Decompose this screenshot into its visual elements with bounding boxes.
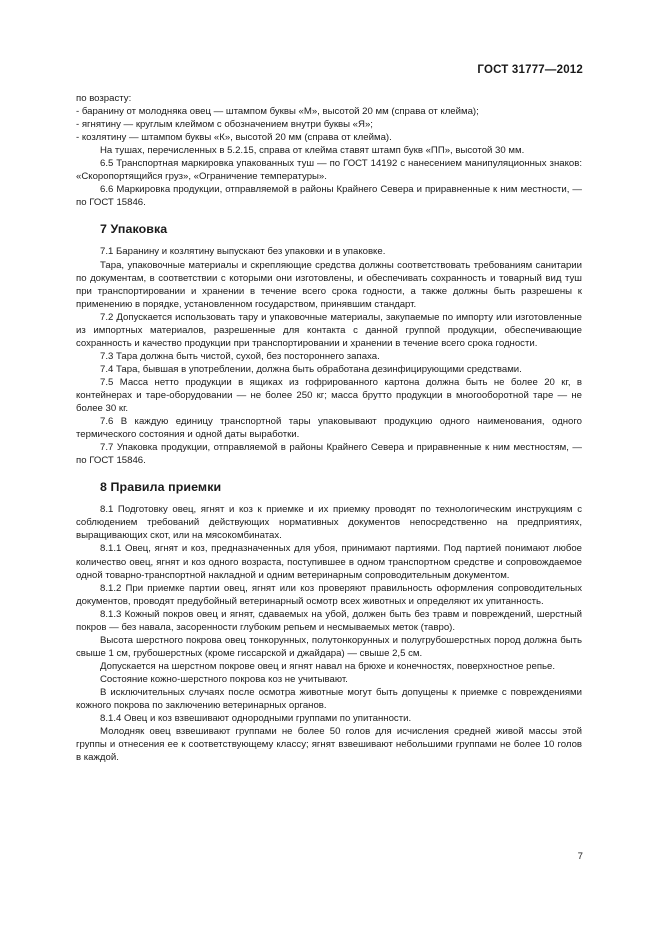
paragraph: Тара, упаковочные материалы и скрепляющие средства должны соответствовать требованиям санитарии по документам, в соответствии с которыми они изготовлены, и обеспечивать сохранность и товарный вид туш при транспортировании и хранении в течение всего срока годности, а также должны быть разрешены к применению в порядке, установленном государством, принявшим стандарт. (76, 259, 582, 310)
page-content (76, 92, 582, 764)
paragraph: 7.1 Баранину и козлятину выпускают без упаковки и в упаковке. (100, 246, 386, 258)
list-item: - ягнятину — круглым клеймом с обозначением внутри буквы «Я»; (76, 119, 373, 131)
paragraph: 7.3 Тара должна быть чистой, сухой, без постороннего запаха. (100, 350, 380, 362)
paragraph: 8.1.1 Овец, ягнят и коз, предназначенных для убоя, принимают партиями. Под партией понимают любое количество овец, ягнят и коз одного возраста, поступившее в одном транспортном средстве и сопровождаемое одной товарно-транспортной накладной и одним ветеринарным сопроводительным документом. (76, 543, 582, 581)
paragraph: 8.1.3 Кожный покров овец и ягнят, сдаваемых на убой, должен быть без травм и повреждений, шерстный покров — без навала, засоренности глубоким репьем и несмываемых меток (тавро). (76, 608, 582, 633)
paragraph: 7.5 Масса нетто продукции в ящиках из гофрированного картона должна быть не более 20 кг, в контейнерах и таре-оборудовании — не более 250 кг; масса брутто продукции в многооборотной таре — не более 30 кг. (76, 376, 582, 415)
paragraph: 7.6 В каждую единицу транспортной тары упаковывают продукцию одного наименования, одного термического состояния и одной даты выработки. (76, 416, 582, 441)
section-heading-packaging: 7 Упаковка (100, 222, 168, 237)
paragraph: 8.1.4 Овец и коз взвешивают однородными группами по упитанности. (100, 713, 412, 725)
paragraph: 8.1.2 При приемке партии овец, ягнят или коз проверяют правильность оформления сопроводительных документов, проводят предубойный ветеринарный осмотр всех животных и определяют их упитанность. (76, 582, 582, 607)
paragraph: Высота шерстного покрова овец тонкорунных, полутонкорунных и полугрубошерстных пород должна быть свыше 1 см, грубошерстных (кроме гиссарской и джайдара) — свыше 2,5 см. (76, 634, 582, 659)
paragraph: 7.4 Тара, бывшая в употреблении, должна быть обработана дезинфицирующими средствами. (100, 363, 522, 375)
page-number: 7 (577, 851, 583, 862)
paragraph: 7.7 Упаковка продукции, отправляемой в районы Крайнего Севера и приравненные к ним местностям, — по ГОСТ 15846. (76, 442, 582, 467)
paragraph: 6.6 Маркировка продукции, отправляемой в районы Крайнего Севера и приравненные к ним местности, — по ГОСТ 15846. (76, 184, 582, 209)
paragraph: по возрасту: (76, 93, 132, 104)
paragraph: В исключительных случаях после осмотра животные могут быть допущены к приемке с повреждениями кожного покрова по заключению ветеринарных органов. (76, 686, 582, 712)
paragraph: 6.5 Транспортная маркировка упакованных туш — по ГОСТ 14192 с нанесением манипуляционных знаков: «Скоропортящийся груз», «Ограничение температуры». (76, 158, 582, 183)
list-item: - баранину от молодняка овец — штампом буквы «М», высотой 20 мм (справа от клейма); (76, 106, 479, 118)
section-heading-acceptance: 8 Правила приемки (100, 480, 222, 495)
paragraph: Допускается на шерстном покрове овец и ягнят навал на брюхе и конечностях, поверхностное репье. (100, 660, 556, 672)
paragraph: На тушах, перечисленных в 5.2.15, справа от клейма ставят штамп букв «ПП», высотой 30 мм. (100, 145, 525, 157)
list-item: - козлятину — штампом буквы «К», высотой 20 мм (справа от клейма). (76, 132, 392, 144)
paragraph: Состояние кожно-шерстного покрова коз не учитывают. (100, 673, 348, 685)
document-header: ГОСТ 31777—2012 (477, 64, 583, 76)
paragraph: Молодняк овец взвешивают группами не более 50 голов для исчисления средней живой массы этой группы и отнесения ее к соответствующему классу; ягнят взвешивают небольшими группами не более 10 голов в каждой. (76, 726, 582, 764)
paragraph: 7.2 Допускается использовать тару и упаковочные материалы, закупаемые по импорту или изготовленные из импортных материалов, разрешенные для контакта с данной группой продукции, обеспечивающие сохранность и качество продукции при транспортировании и хранении в течение всего срока годности. (76, 311, 582, 349)
paragraph: 8.1 Подготовку овец, ягнят и коз к приемке и их приемку проводят по технологическим инструкциям с соблюдением требований действующих нормативных документов непосредственно на предприятиях, выращивающих скот, или на мясокомбинатах. (76, 504, 582, 542)
